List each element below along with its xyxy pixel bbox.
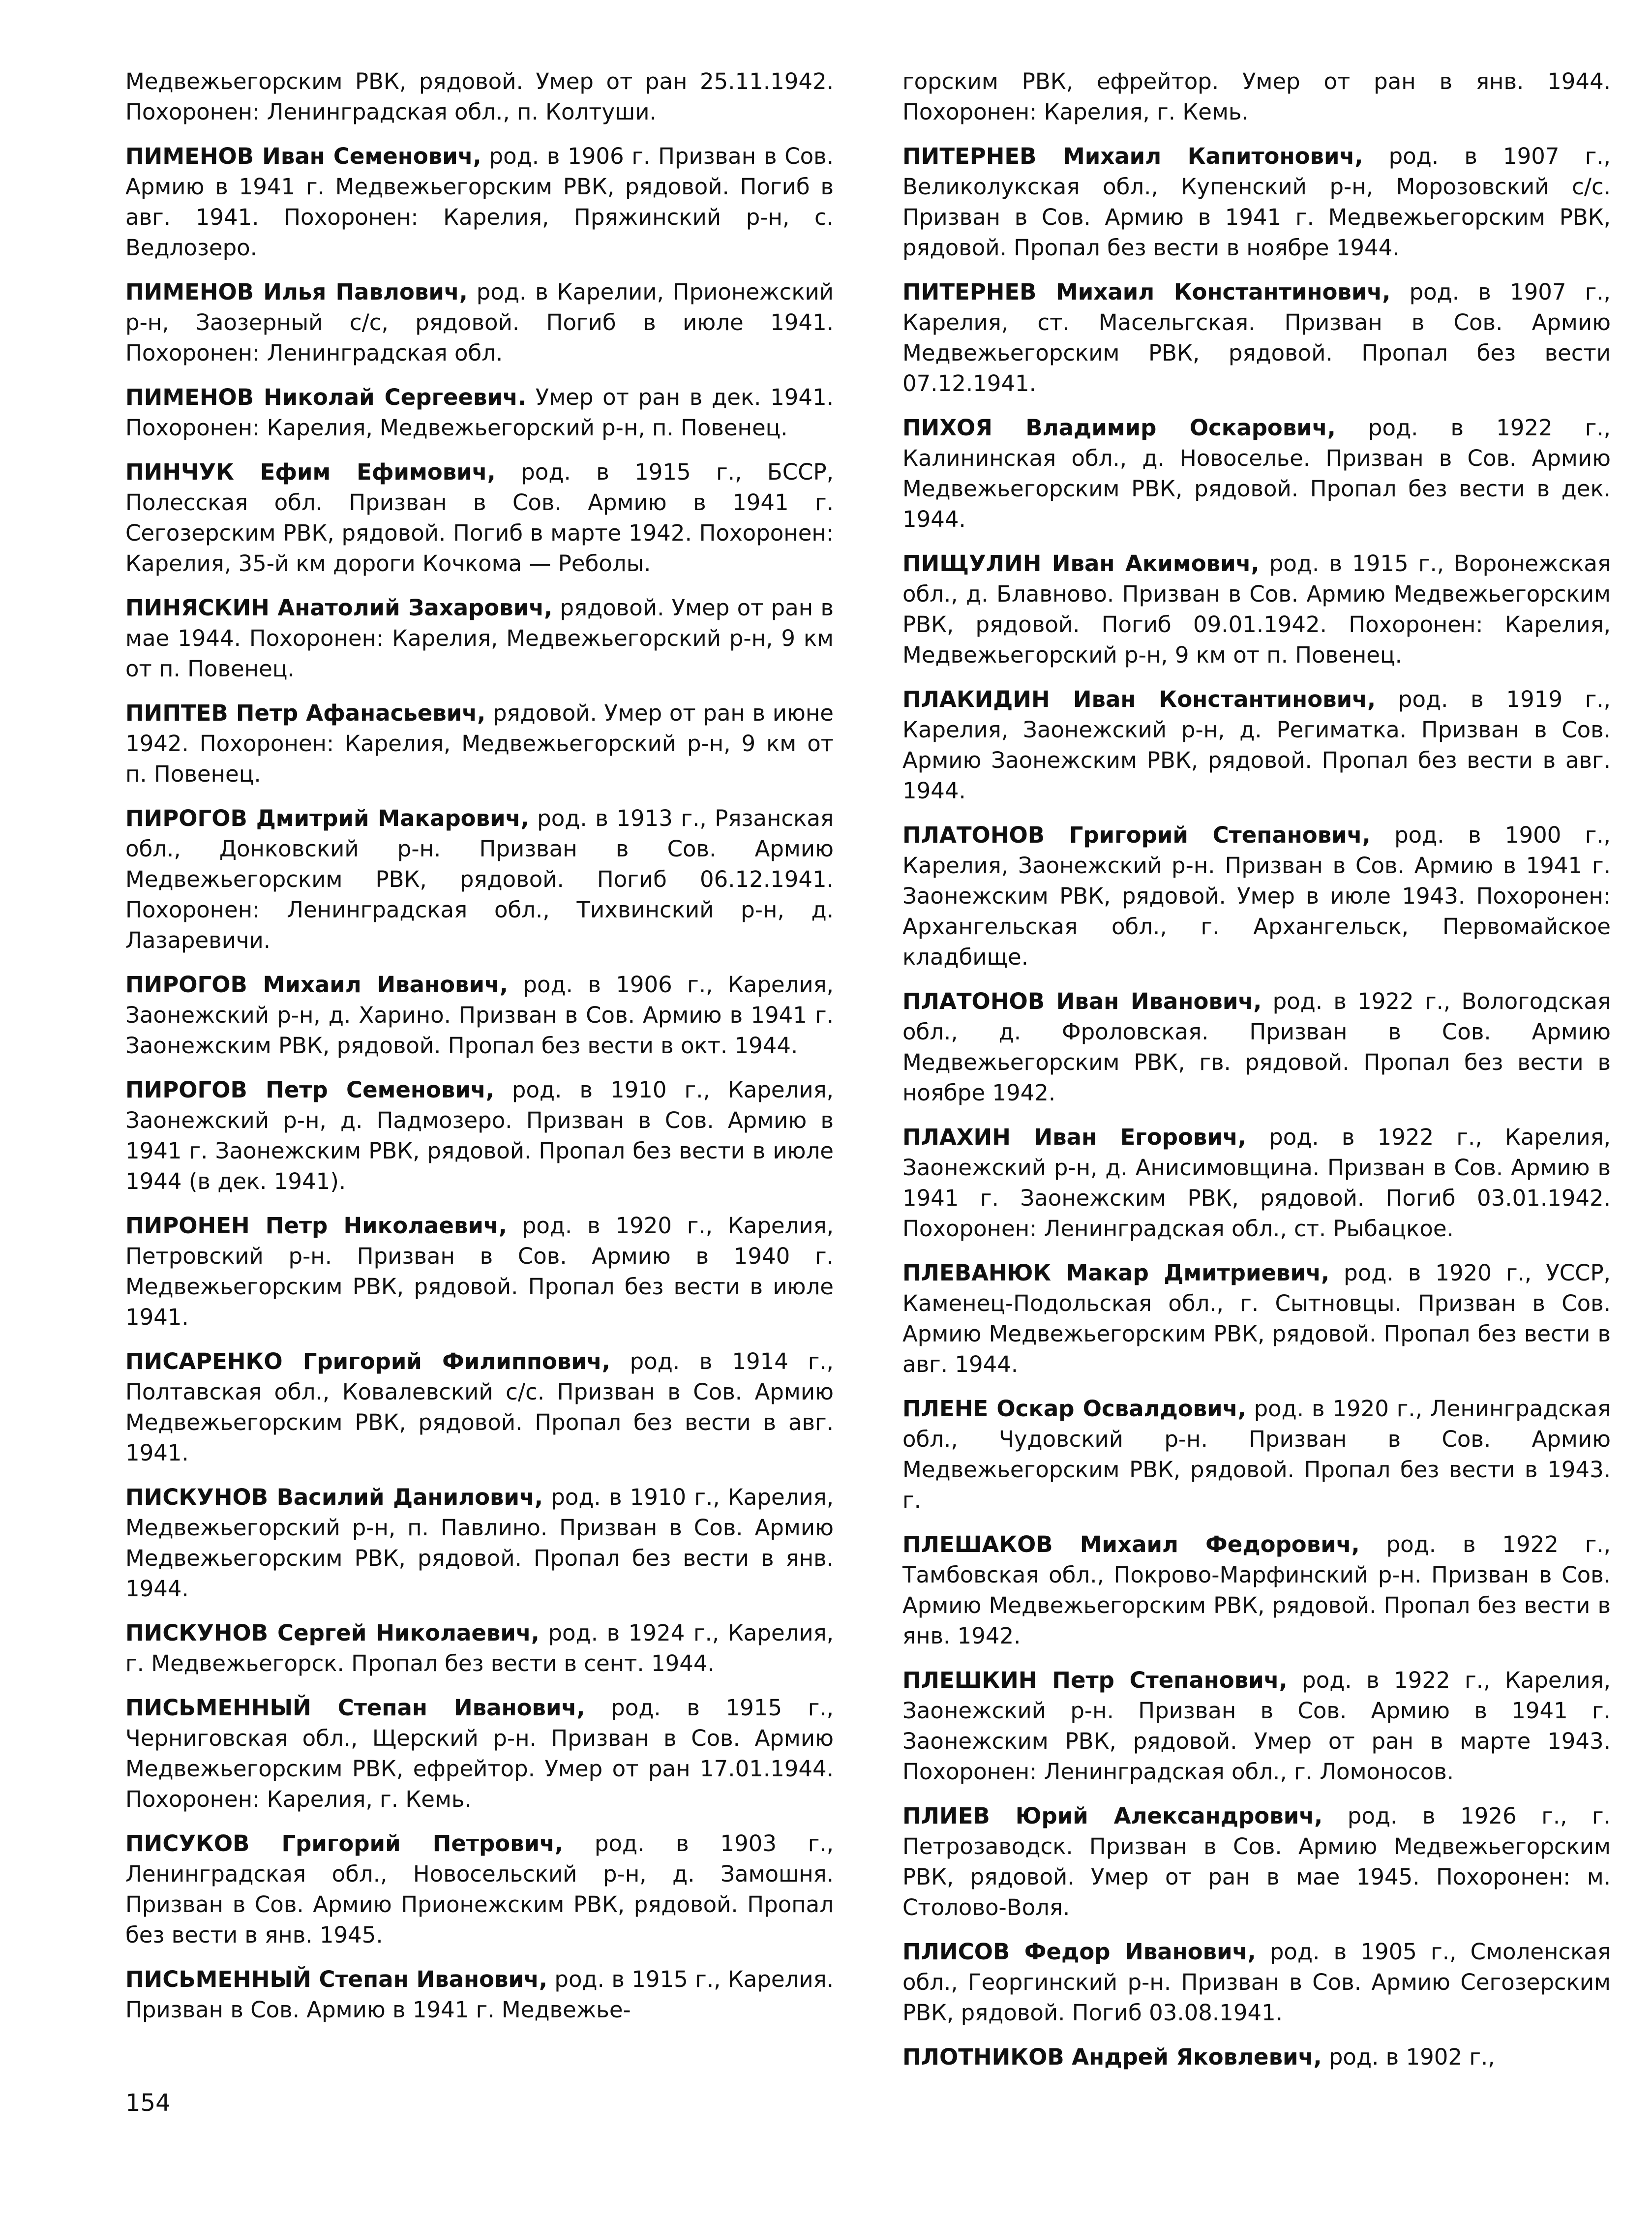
entry-text: род. в 1915 г., Карелия. Призван в Сов. Армию в 1941 г. Медвежье- xyxy=(125,1966,834,2023)
entry-text: род. в 1903 г., Ленинградская обл., Новосельский р-н, д. Замошня. Призван в Сов. Армию Прионежским РВК, рядовой. Пропал без вести в янв. 1945. xyxy=(125,1830,834,1948)
entry xyxy=(125,593,834,684)
entry-text: род. в 1920 г., Карелия, Петровский р-н. Призван в Сов. Армию в 1940 г. Медвежьегорским РВК, рядовой. Пропал без вести в июле 1941. xyxy=(125,1213,834,1330)
entry xyxy=(125,1482,834,1604)
entry-text: род. в 1907 г., Карелия, ст. Масельгская. Призван в Сов. Армию Медвежьегорским РВК, рядовой. Пропал без вести 07.12.1941. xyxy=(902,279,1611,396)
entry xyxy=(902,684,1611,806)
entry xyxy=(902,1258,1611,1380)
entry-text: род. в 1922 г., Карелия, Заонежский р-н. Призван в Сов. Армию в 1941 г. Заонежским РВК, рядовой. Умер от ран в марте 1943. Похоронен: Ленинградская обл., г. Ломоносов. xyxy=(902,1667,1611,1785)
entry-text: Умер от ран в дек. 1941. Похоронен: Карелия, Медвежьегорский р-н, п. Повенец. xyxy=(125,384,834,441)
entry-text: род. в 1906 г. Призван в Сов. Армию в 1941 г. Медвежьегорским РВК, рядовой. Погиб в авг. 1941. Похоронен: Карелия, Пряжинский р-н, с. Ведлозеро. xyxy=(125,143,834,261)
entry-name: ПЛАТОНОВ Иван Иванович, xyxy=(902,988,1262,1014)
entry-name: ПЛИЕВ Юрий Александрович, xyxy=(902,1803,1323,1829)
entry-text: род. в 1920 г., УССР, Каменец-Подольская обл., г. Сытновцы. Призван в Сов. Армию Медвежьегорским РВК, рядовой. Пропал без вести в авг. 1944. xyxy=(902,1260,1611,1377)
entry xyxy=(902,820,1611,973)
entry-name: ПИНЯСКИН Анатолий Захарович, xyxy=(125,595,553,621)
right-column xyxy=(902,66,1611,2086)
entry xyxy=(125,277,834,368)
entry xyxy=(125,1346,834,1468)
entry-name: ПИРОГОВ Петр Семенович, xyxy=(125,1077,494,1103)
entry-name: ПИСАРЕНКО Григорий Филиппович, xyxy=(125,1348,610,1374)
entry-name: ПИНЧУК Ефим Ефимович, xyxy=(125,459,496,485)
entry-text: род. в 1914 г., Полтавская обл., Ковалевский с/с. Призван в Сов. Армию Медвежьегорским РВК, рядовой. Пропал без вести в авг. 1941. xyxy=(125,1348,834,1466)
entry-text: род. в 1922 г., Вологодская обл., д. Фроловская. Призван в Сов. Армию Медвежьегорским РВК, гв. рядовой. Пропал без вести в ноябре 1942. xyxy=(902,988,1611,1106)
entry xyxy=(902,1122,1611,1244)
entry-text: род. в 1922 г., Тамбовская обл., Покрово-Марфинский р-н. Призван в Сов. Армию Медвежьегорским РВК, рядовой. Пропал без вести в янв. 1942. xyxy=(902,1531,1611,1649)
entry-name: ПЛАКИДИН Иван Константинович, xyxy=(902,686,1376,712)
entry-text: род. в 1920 г., Ленинградская обл., Чудовский р-н. Призван в Сов. Армию Медвежьегорским РВК, рядовой. Пропал без вести в 1943. г. xyxy=(902,1396,1611,1513)
entry-text: род. в 1922 г., Карелия, Заонежский р-н, д. Анисимовщина. Призван в Сов. Армию в 1941 г. Заонежским РВК, рядовой. Погиб 03.01.1942. Похоронен: Ленинградская обл., ст. Рыбацкое. xyxy=(902,1124,1611,1242)
entry-text: род. в Карелии, Прионежский р-н, Заозерный с/с, рядовой. Погиб в июле 1941. Похоронен: Ленинградская обл. xyxy=(125,279,834,366)
entry xyxy=(902,548,1611,670)
entry xyxy=(125,1828,834,1950)
entry-name: ПИСЬМЕННЫЙ Степан Иванович, xyxy=(125,1695,585,1721)
entry-name: ПИРОГОВ Михаил Иванович, xyxy=(125,972,509,998)
entry-name: ПИСУКОВ Григорий Петрович, xyxy=(125,1830,564,1857)
entry-text: род. в 1906 г., Карелия, Заонежский р-н, д. Харино. Призван в Сов. Армию в 1941 г. Заонежским РВК, рядовой. Пропал без вести в окт. 1944. xyxy=(125,972,834,1059)
entry-name: ПЛАХИН Иван Егорович, xyxy=(902,1124,1246,1150)
entry-name: ПИМЕНОВ Николай Сергеевич. xyxy=(125,384,527,410)
entry xyxy=(125,382,834,443)
entry-name: ПИСЬМЕННЫЙ Степан Иванович, xyxy=(125,1966,547,1992)
entry-text: род. в 1926 г., г. Петрозаводск. Призван в Сов. Армию Медвежьегорским РВК, рядовой. Умер от ран в мае 1945. Похоронен: м. Столово-Воля. xyxy=(902,1803,1611,1920)
entry xyxy=(125,1693,834,1815)
entry-name: ПЛОТНИКОВ Андрей Яковлевич, xyxy=(902,2044,1322,2070)
entry-text: род. в 1905 г., Смоленская обл., Георгинский р-н. Призван в Сов. Армию Сегозерским РВК, рядовой. Погиб 03.08.1941. xyxy=(902,1939,1611,2026)
entry xyxy=(902,66,1611,127)
entry xyxy=(902,986,1611,1108)
left-column xyxy=(125,66,834,2039)
entry-name: ПЛЕШКИН Петр Степанович, xyxy=(902,1667,1288,1693)
entry-text: род. в 1910 г., Карелия, Заонежский р-н, д. Падмозеро. Призван в Сов. Армию в 1941 г. Заонежским РВК, рядовой. Пропал без вести в июле 1944 (в дек. 1941). xyxy=(125,1077,834,1194)
entry-name: ПИРОГОВ Дмитрий Макарович, xyxy=(125,805,529,831)
entry xyxy=(125,698,834,790)
entry-text: рядовой. Умер от ран в июне 1942. Похоронен: Карелия, Медвежьегорский р-н, 9 км от п. Повенец. xyxy=(125,700,834,787)
entry-name: ПИСКУНОВ Сергей Николаевич, xyxy=(125,1620,540,1646)
entry-text: горским РВК, ефрейтор. Умер от ран в янв. 1944. Похоронен: Карелия, г. Кемь. xyxy=(902,68,1611,125)
entry-text: род. в 1919 г., Карелия, Заонежский р-н, д. Региматка. Призван в Сов. Армию Заонежским РВК, рядовой. Пропал без вести в авг. 1944. xyxy=(902,686,1611,804)
entry xyxy=(125,457,834,579)
entry xyxy=(125,1211,834,1333)
entry-name: ПИРОНЕН Петр Николаевич, xyxy=(125,1213,507,1239)
entry xyxy=(125,970,834,1061)
entry-name: ПЛИСОВ Федор Иванович, xyxy=(902,1939,1256,1965)
entry-text: род. в 1913 г., Рязанская обл., Донковский р-н. Призван в Сов. Армию Медвежьегорским РВК, рядовой. Погиб 06.12.1941. Похоронен: Ленинградская обл., Тихвинский р-н, д. Лазаревичи. xyxy=(125,805,834,953)
entry-name: ПИЩУЛИН Иван Акимович, xyxy=(902,550,1260,577)
entry-text: род. в 1924 г., Карелия, г. Медвежьегорск. Пропал без вести в сент. 1944. xyxy=(125,1620,834,1676)
entry-name: ПИМЕНОВ Илья Павлович, xyxy=(125,279,468,305)
entry-name: ПИСКУНОВ Василий Данилович, xyxy=(125,1484,543,1510)
entry xyxy=(125,1618,834,1679)
entry-name: ПИПТЕВ Петр Афанасьевич, xyxy=(125,700,486,726)
entry xyxy=(902,413,1611,535)
entry xyxy=(902,277,1611,399)
entry xyxy=(125,66,834,127)
page-number: 154 xyxy=(125,2089,171,2117)
entry-name: ПЛЕШАКОВ Михаил Федорович, xyxy=(902,1531,1360,1557)
entry xyxy=(902,1529,1611,1651)
entry-text: род. в 1910 г., Карелия, Медвежьегорский р-н, п. Павлино. Призван в Сов. Армию Медвежьегорским РВК, рядовой. Пропал без вести в янв. 1944. xyxy=(125,1484,834,1602)
entry-text: род. в 1915 г., Воронежская обл., д. Блавново. Призван в Сов. Армию Медвежьегорским РВК, рядовой. Погиб 09.01.1942. Похоронен: Карелия, Медвежьегорский р-н, 9 км от п. Повенец. xyxy=(902,550,1611,668)
entry-text: Медвежьегорским РВК, рядовой. Умер от ран 25.11.1942. Похоронен: Ленинградская обл., п. Колтуши. xyxy=(125,68,834,125)
entry-name: ПЛАТОНОВ Григорий Степанович, xyxy=(902,822,1371,848)
entry-name: ПИХОЯ Владимир Оскарович, xyxy=(902,415,1336,441)
entry xyxy=(902,2042,1611,2072)
entry-name: ПИМЕНОВ Иван Семенович, xyxy=(125,143,481,169)
entry xyxy=(902,1801,1611,1923)
entry-text: род. в 1915 г., БССР, Полесская обл. Призван в Сов. Армию в 1941 г. Сегозерским РВК, рядовой. Погиб в марте 1942. Похоронен: Карелия, 35-й км дороги Кочкома — Реболы. xyxy=(125,459,834,577)
entry-text: рядовой. Умер от ран в мае 1944. Похоронен: Карелия, Медвежьегорский р-н, 9 км от п. Повенец. xyxy=(125,595,834,682)
entry xyxy=(125,141,834,263)
entry xyxy=(125,1075,834,1197)
entry-text: род. в 1922 г., Калининская обл., д. Новоселье. Призван в Сов. Армию Медвежьегорским РВК, рядовой. Пропал без вести в дек. 1944. xyxy=(902,415,1611,532)
entry-text: род. в 1902 г., xyxy=(1322,2044,1495,2070)
entry xyxy=(902,1665,1611,1787)
entry xyxy=(902,141,1611,263)
entry-text: род. в 1900 г., Карелия, Заонежский р-н. Призван в Сов. Армию в 1941 г. Заонежским РВК, рядовой. Умер в июле 1943. Похоронен: Архангельская обл., г. Архангельск, Первомайское кладбище. xyxy=(902,822,1611,970)
entry-name: ПЛЕВАНЮК Макар Дмитриевич, xyxy=(902,1260,1330,1286)
entry xyxy=(902,1937,1611,2028)
entry-name: ПИТЕРНЕВ Михаил Капитонович, xyxy=(902,143,1363,169)
entry-text: род. в 1915 г., Черниговская обл., Щерский р-н. Призван в Сов. Армию Медвежьегорским РВК, ефрейтор. Умер от ран 17.01.1944. Похоронен: Карелия, г. Кемь. xyxy=(125,1695,834,1812)
entry-text: род. в 1907 г., Великолукская обл., Купенский р-н, Морозовский с/с. Призван в Сов. Армию в 1941 г. Медвежьегорским РВК, рядовой. Пропал без вести в ноябре 1944. xyxy=(902,143,1611,261)
entry xyxy=(902,1394,1611,1516)
entry-name: ПИТЕРНЕВ Михаил Константинович, xyxy=(902,279,1391,305)
entry xyxy=(125,1964,834,2025)
entry xyxy=(125,803,834,956)
entry-name: ПЛЕНЕ Оскар Освалдович, xyxy=(902,1396,1246,1422)
